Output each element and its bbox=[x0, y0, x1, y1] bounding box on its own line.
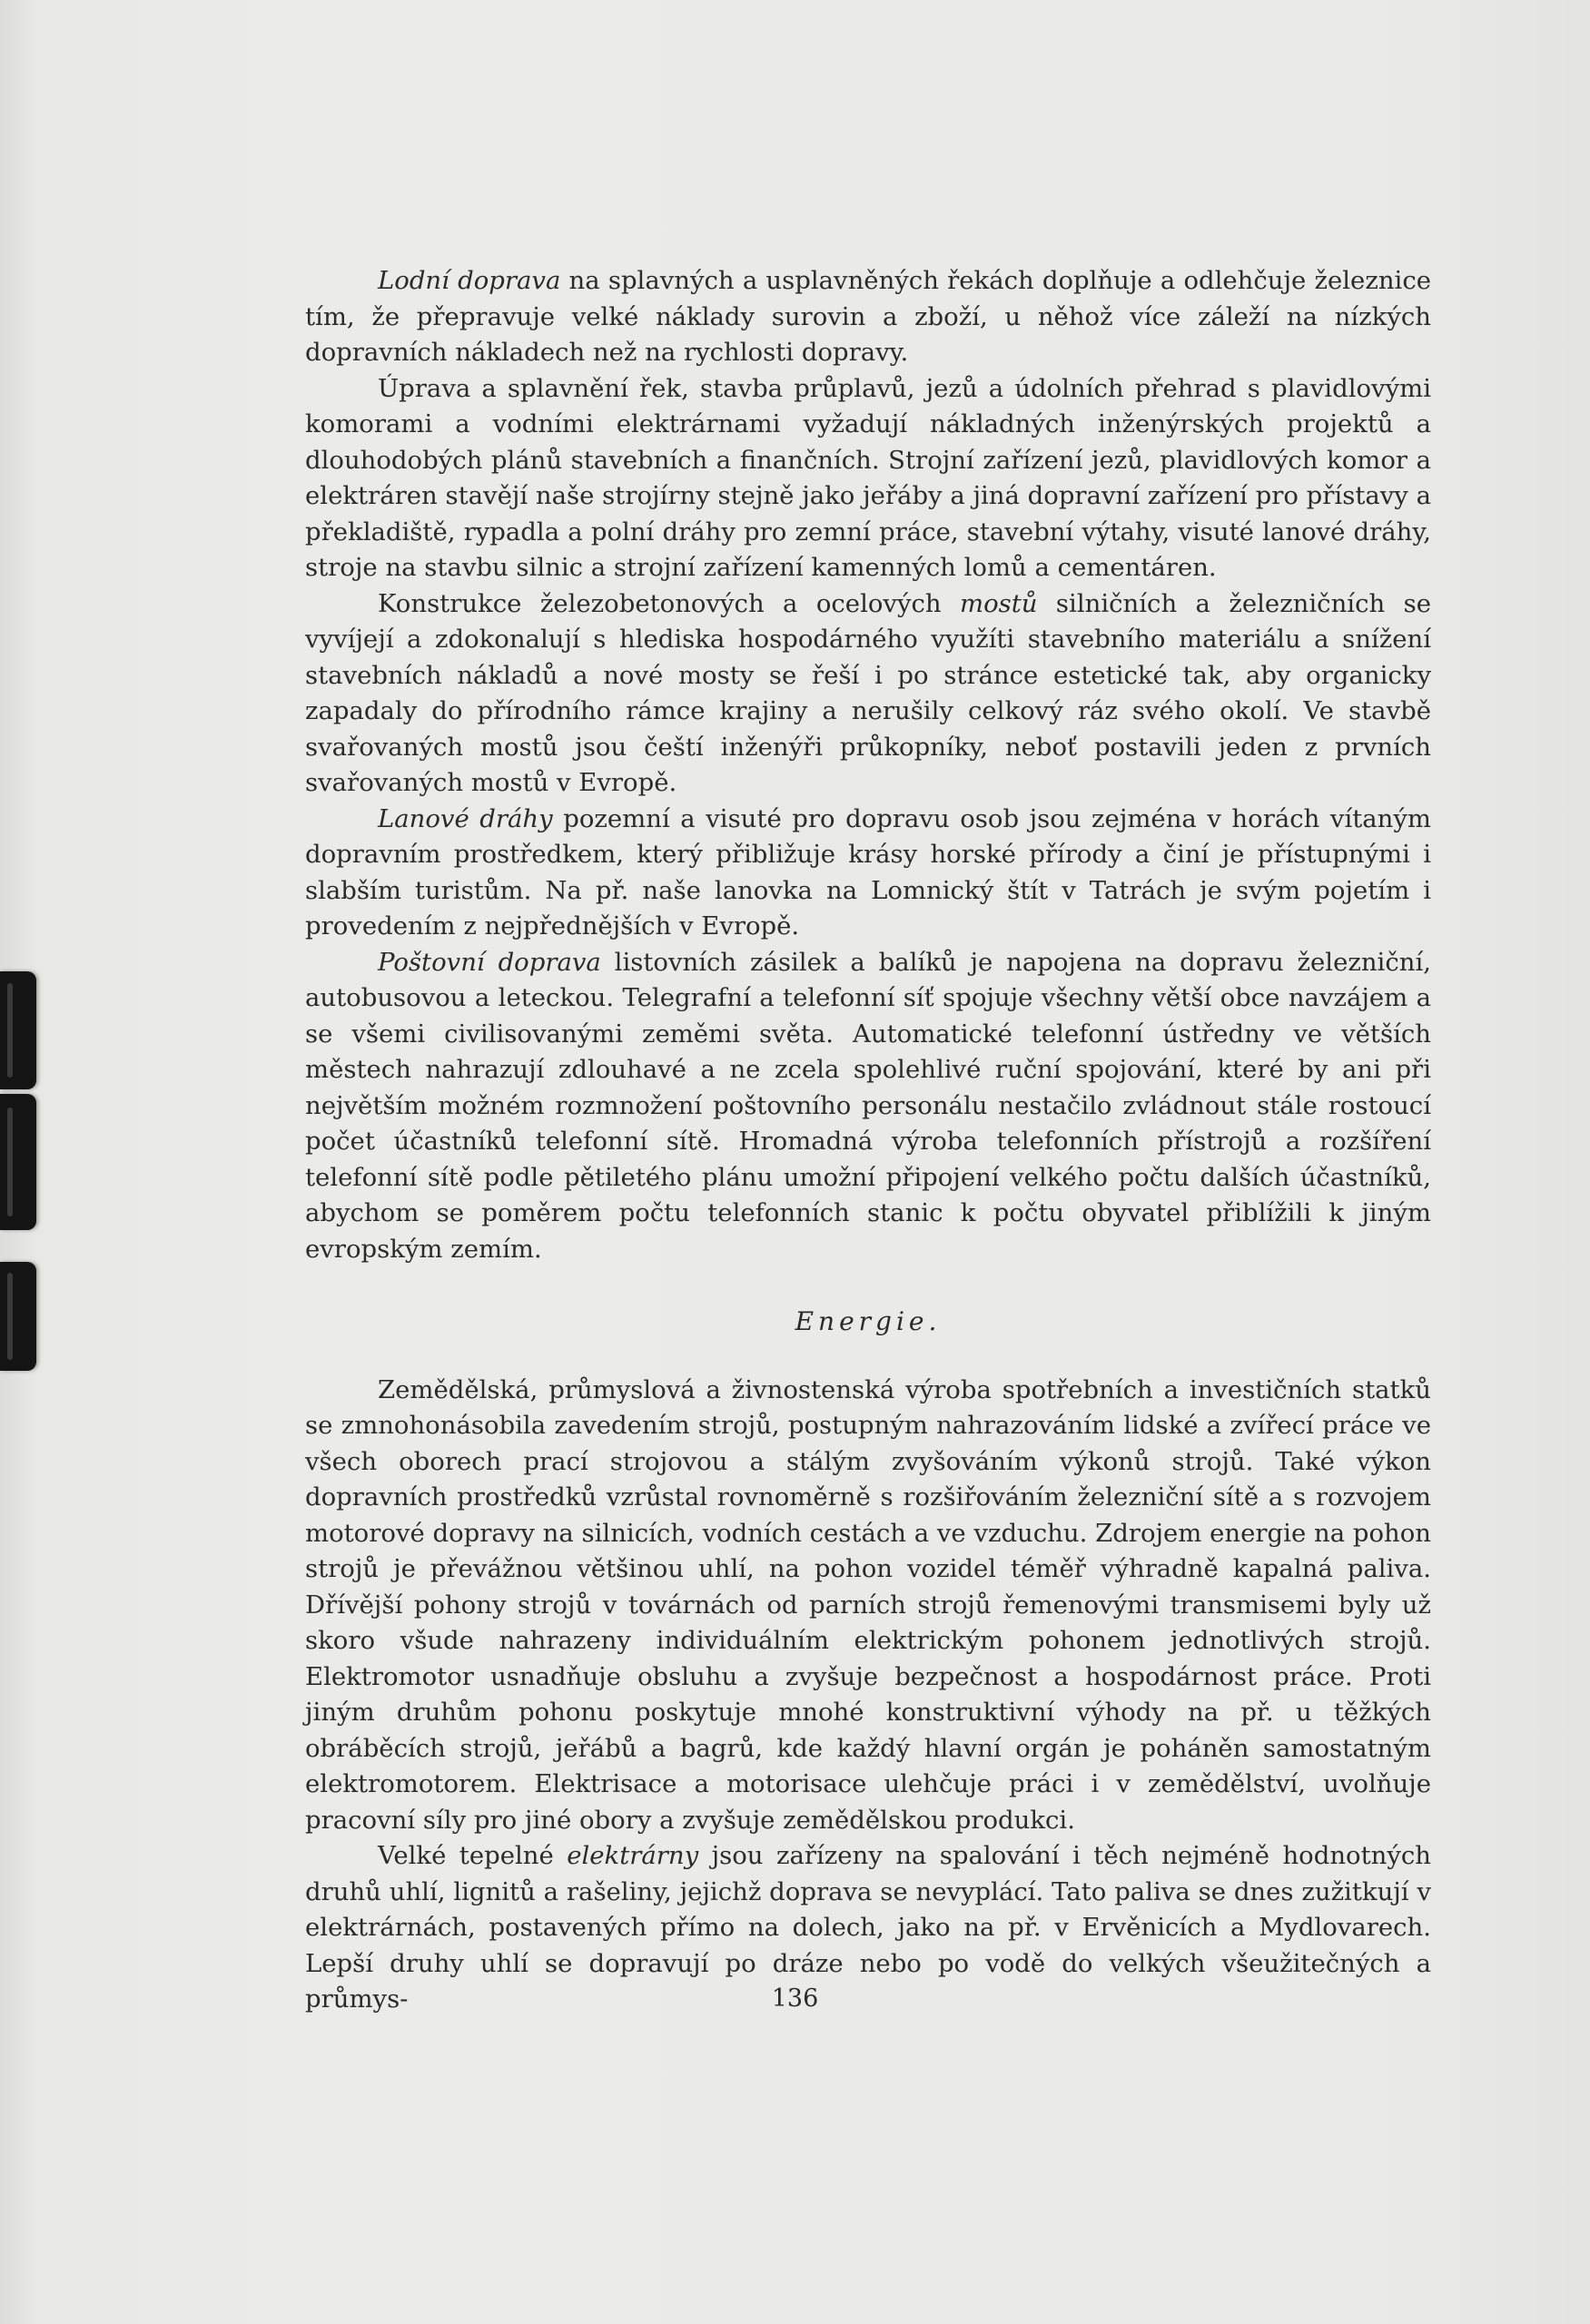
term-elektrarny: elektrárny bbox=[567, 1841, 699, 1870]
term-lanove-drahy: Lanové dráhy bbox=[378, 803, 553, 833]
binder-ring-top bbox=[0, 971, 36, 1089]
binder-ring-bottom bbox=[0, 1262, 36, 1371]
paragraph-postovni-doprava: Poštovní doprava listovních zásilek a balíků je napojena na dopravu železniční, autobusovou a leteckou. Telegrafní a telefonní síť spojuje všechny větší obce navzájem a se všemi civilisovanými zeměmi světa. Automatické telefonní ústředny ve větších městech nahrazují zdlouhavé a ne zcela spolehlivé ruční spojování, které by ani při největším možném rozmnožení poštovního personálu nestačilo zvládnout stále rostoucí počet účastníků telefonní sítě. Hromadná výroba telefonních přístrojů a rozšíření telefonní sítě podle pětiletého plánu umožní připojení velkého počtu dalších účastníků, abychom se poměrem počtu telefonních stanic k počtu obyvatel přiblížili k jiným evropským zemím. bbox=[305, 947, 1432, 1264]
paragraph-elektrarny: Velké tepelné elektrárny jsou zařízeny na spalování i těch nejméně hodnotných druhů uhlí, lignitů a rašeliny, jejichž doprava se nevyplácí. Tato paliva se dnes zužitkují v elektrárnách, postavených přímo na dolech, jako na př. v Ervěnicích a Mydlovarech. Lepší druhy uhlí se dopravují po dráze nebo po vodě do velkých všeužitečných a průmys- bbox=[305, 1841, 1431, 2014]
paragraph-uprava-rek: Úprava a splavnění řek, stavba průplavů, jezů a údolních přehrad s plavidlovými komorami a vodními elektrárnami vyžadují nákladných inženýrských projektů a dlouhodobých plánů stavebních a finančních. Strojní zařízení jezů, plavidlových komor a elektráren stavějí naše strojírny stejně jako jeřáby a jiná dopravní zařízení pro přístavy a překladiště, rypadla a polní dráhy pro zemní práce, stavební výtahy, visuté lanové dráhy, stroje na stavbu silnic a strojní zařízení kamenných lomů a cementáren. bbox=[305, 373, 1431, 582]
paragraph-lodni-doprava: Lodní doprava na splavných a usplavněných řekách doplňuje a odlehčuje železnice tím, že přepravuje velké náklady surovin a zboží, u něhož více záleží na nízkých dopravních nákladech než na rychlosti dopravy. bbox=[305, 266, 1431, 367]
term-postovni-doprava: Poštovní doprava bbox=[378, 947, 601, 977]
term-mostu: mostů bbox=[960, 588, 1038, 618]
binder-ring-middle bbox=[0, 1094, 36, 1230]
paragraph-mosty: Konstrukce železobetonových a ocelových mostů silničních a železničních se vyvíjejí a zdokonalují s hlediska hospodárného využíti stavebního materiálu a snížení stavebních nákladů a nové mosty se řeší i po stránce estetické tak, aby organicky zapadaly do přírodního rámce krajiny a nerušily celkový ráz svého okolí. Ve stavbě svařovaných mostů jsou čeští inženýři průkopníky, neboť postavili jeden z prvních svařovaných mostů v Evropě. bbox=[305, 588, 1431, 797]
section-heading-energie: Energie. bbox=[795, 1306, 942, 1336]
paragraph-lanove-drahy: Lanové dráhy pozemní a visuté pro dopravu osob jsou zejména v horách vítaným dopravním prostředkem, který přibližuje krásy horské přírody a činí je přístupnými i slabším turistům. Na př. naše lanovka na Lomnický štít v Tatrách je svým pojetím i provedením z nejpřednějších v Evropě. bbox=[305, 803, 1432, 940]
body-text bbox=[305, 263, 1431, 2018]
page-number: 136 bbox=[771, 1984, 819, 2013]
paragraph-zemedelska-vyroba: Zemědělská, průmyslová a živnostenská výroba spotřebních a investičních statků se zmnohonásobila zavedením strojů, postupným nahrazováním lidské a zvířecí práce ve všech oborech prací strojovou a stálým zvyšováním výkonů strojů. Také výkon dopravních prostředků vzrůstal rovnoměrně s rozšiřováním železniční sítě a s rozvojem motorové dopravy na silnicích, vodních cestách a ve vzduchu. Zdrojem energie na pohon strojů je převážnou většinou uhlí, na pohon vozidel téměř výhradně kapalná paliva. Dřívější pohony strojů v továrnách od parních strojů řemenovými transmisemi byly už skoro všude nahrazeny individuálním elektrickým pohonem jednotlivých strojů. Elektromotor usnadňuje obsluhu a zvyšuje bezpečnost a hospodárnost práce. Proti jiným druhům pohonu poskytuje mnohé konstruktivní výhody na př. u těžkých obráběcích strojů, jeřábů a bagrů, kde každý hlavní orgán je poháněn samostatným elektromotorem. Elektrisace a motorisace ulehčuje práci i v zemědělství, uvolňuje pracovní síly pro jiné obory a zvyšuje zemědělskou produkci. bbox=[305, 1374, 1431, 1835]
term-lodni-doprava: Lodní doprava bbox=[378, 266, 561, 295]
